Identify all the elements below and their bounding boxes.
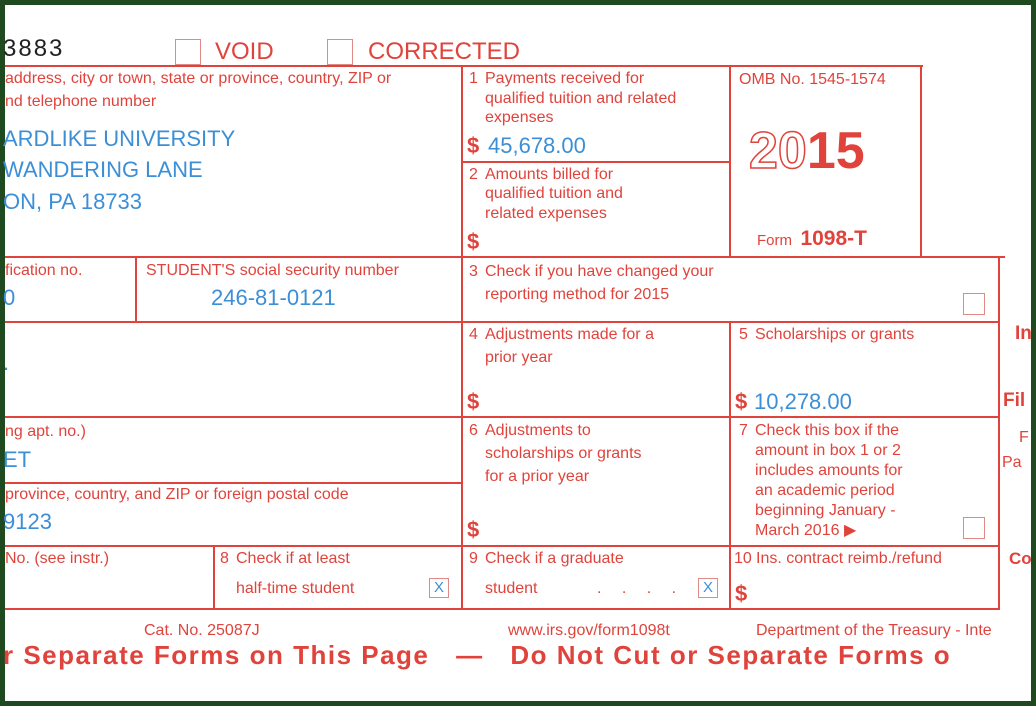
box9-checkbox[interactable]: X [698, 578, 718, 598]
box6-label-1: Adjustments to [485, 422, 591, 439]
filer-address-label: address, city or town, state or province, country, ZIP or [5, 70, 392, 87]
grid-line [729, 65, 731, 257]
box10-currency: $ [735, 581, 748, 606]
box2-label-2: qualified tuition and [485, 185, 623, 202]
box5-number: 5 [739, 326, 748, 343]
grid-line [135, 256, 137, 322]
grid-line [729, 321, 731, 610]
box1-label-2: qualified tuition and related [485, 90, 677, 107]
banner-right-text: Do Not Cut or Separate Forms o [510, 640, 952, 670]
grid-line [920, 65, 922, 257]
box3-checkbox[interactable] [963, 293, 985, 315]
grid-line [213, 545, 215, 610]
box5-value: 10,278.00 [754, 389, 852, 414]
box2-label-3: related expenses [485, 205, 607, 222]
box6-label-2: scholarships or grants [485, 445, 642, 462]
irs-url[interactable]: www.irs.gov/form1098t [508, 622, 670, 639]
filer-city: ON, PA 18733 [3, 189, 143, 214]
box7-label-6: March 2016 ▶ [755, 522, 857, 539]
edge-fragment-1: In [1015, 323, 1032, 344]
box8-checkbox[interactable]: X [429, 578, 449, 598]
box5-label: Scholarships or grants [755, 326, 915, 343]
box3-label-2: reporting method for 2015 [485, 286, 670, 303]
edge-fragment-5: Co [1009, 549, 1032, 568]
box9-label-1: Check if a graduate [485, 550, 624, 567]
box4-label-2: prior year [485, 349, 553, 366]
box10-label: Ins. contract reimb./refund [756, 550, 942, 567]
box8-label-2: half-time student [236, 580, 355, 597]
box8-label-1: Check if at least [236, 550, 350, 567]
grid-line [461, 65, 463, 610]
tax-year-outline: 20 [749, 122, 807, 180]
filer-street: WANDERING LANE [3, 157, 203, 182]
filer-name: ARDLIKE UNIVERSITY [3, 126, 236, 151]
box7-label-5: beginning January - [755, 502, 896, 519]
student-street-value: ET [3, 447, 32, 472]
student-ssn-label: STUDENT'S social security number [146, 262, 399, 279]
grid-line [5, 608, 1000, 610]
box4-currency: $ [467, 389, 480, 414]
banner-dash: — [456, 640, 484, 670]
box9-number: 9 [469, 550, 478, 567]
box1-label-1: Payments received for [485, 70, 645, 87]
box2-label-1: Amounts billed for [485, 166, 614, 183]
box5-currency: $ [735, 389, 748, 414]
tax-year-solid: 15 [806, 122, 865, 180]
filer-id-value: 0 [3, 285, 16, 310]
do-not-cut-banner [3, 640, 951, 671]
student-ssn-value: 246-81-0121 [211, 285, 336, 310]
filer-id-label: fication no. [5, 262, 83, 279]
grid-line [5, 482, 463, 484]
box3-label-1: Check if you have changed your [485, 263, 714, 280]
box6-number: 6 [469, 422, 478, 439]
banner-left-text: r Separate Forms on This Page [3, 640, 430, 670]
box1-number: 1 [469, 70, 478, 87]
box6-label-3: for a prior year [485, 468, 590, 485]
form-number-fragment: 3883 [3, 35, 65, 62]
grid-line [998, 256, 1000, 610]
student-street-label: ng apt. no.) [5, 423, 86, 440]
box4-number: 4 [469, 326, 478, 343]
form-name [757, 227, 867, 251]
student-city-label: province, country, and ZIP or foreign postal code [5, 486, 349, 503]
box7-label-1: Check this box if the [755, 422, 900, 439]
corrected-label: CORRECTED [368, 38, 521, 65]
box4-label-1: Adjustments made for a [485, 326, 654, 343]
edge-fragment-4: Pa [1002, 454, 1022, 471]
form-1098t [5, 5, 1031, 701]
grid-line [5, 545, 1000, 547]
box2-currency: $ [467, 229, 480, 254]
box1-value: 45,678.00 [488, 133, 586, 158]
box10-number: 10 [734, 550, 752, 567]
box8-number: 8 [220, 550, 229, 567]
form-code: 1098-T [800, 227, 867, 250]
grid-line [5, 416, 1000, 418]
box3-number: 3 [469, 263, 478, 280]
student-city-value: 9123 [3, 509, 52, 534]
grid-line [5, 321, 1000, 323]
box7-label-3: includes amounts for [755, 462, 903, 479]
box2-number: 2 [469, 166, 478, 183]
box7-checkbox[interactable] [963, 517, 985, 539]
filer-phone-label: nd telephone number [5, 93, 157, 110]
box9-leader-dots: . . . . [597, 580, 685, 597]
edge-fragment-2: Fil [1003, 390, 1026, 411]
box7-label-2: amount in box 1 or 2 [755, 442, 901, 459]
box9-label-2: student [485, 580, 538, 597]
box1-label-3: expenses [485, 109, 554, 126]
edge-fragment-3: F [1019, 429, 1029, 446]
tax-year [749, 121, 865, 181]
omb-number: OMB No. 1545-1574 [739, 71, 886, 88]
void-label: VOID [215, 38, 274, 65]
grid-line [5, 65, 923, 67]
box7-number: 7 [739, 422, 748, 439]
catalog-number: Cat. No. 25087J [144, 622, 260, 639]
grid-line [461, 161, 729, 163]
box1-currency: $ [467, 133, 480, 158]
box6-currency: $ [467, 517, 480, 542]
void-checkbox[interactable] [175, 39, 201, 65]
form-word: Form [757, 232, 792, 249]
account-number-label: No. (see instr.) [5, 550, 110, 567]
treasury-department: Department of the Treasury - Inte [756, 622, 992, 639]
corrected-checkbox[interactable] [327, 39, 353, 65]
student-name-fragment: . [3, 350, 10, 375]
grid-line [5, 256, 1005, 258]
box7-label-4: an academic period [755, 482, 895, 499]
